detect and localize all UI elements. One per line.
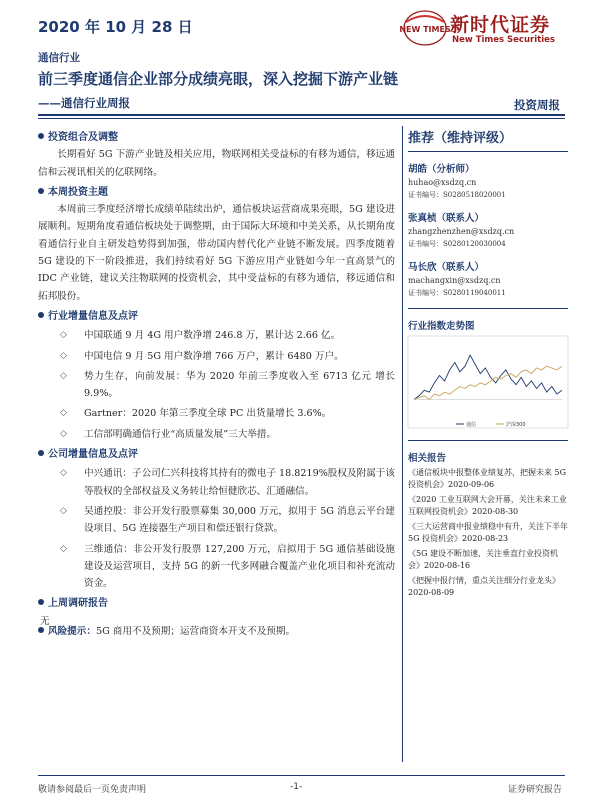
list-item: ◇ 中国联通 9 月 4G 用户数净增 246.8 万，累计达 2.66 亿。: [38, 327, 395, 344]
related-report-link[interactable]: 《通信板块中报整体业绩复苏，把握未来 5G 投资机会》2020-09-06: [408, 468, 567, 489]
related-report-link[interactable]: 《2020 工业互联网大会开幕，关注未来工业互联网投资机会》2020-08-30: [408, 495, 567, 516]
header-divider: [38, 114, 565, 116]
contact-email[interactable]: zhangzhenzhen@xsdzq.cn: [408, 227, 515, 236]
logo-mark-text: NEW TIMES: [399, 25, 451, 34]
section-heading-company-news: 公司增量信息及点评: [38, 446, 395, 463]
sidebar-divider: [408, 440, 568, 441]
logo-english-name: New Times Securities: [452, 35, 555, 45]
logo-emblem-icon: [399, 8, 451, 48]
contact-name: 马长欣（联系人）: [408, 262, 485, 273]
risk-label: 风险提示：: [48, 626, 96, 637]
diamond-bullet-icon: ◇: [60, 408, 67, 419]
bullet-dot-icon: [38, 599, 44, 605]
list-item: ◇ 势力生存，向前发展：华为 2020 年前三季度收入至 6713 亿元 增长 9.9%。: [38, 368, 395, 403]
header-divider-thin: [38, 118, 565, 119]
legend-label: 沪深300: [506, 422, 526, 428]
footer-divider: [38, 775, 565, 776]
analyst-name: 胡皓（分析师）: [408, 164, 475, 175]
main-content: [38, 126, 395, 630]
related-report-link[interactable]: 《5G 建设不断加速，关注垂直行业投资机会》2020-08-16: [408, 549, 559, 570]
column-divider: [402, 126, 403, 762]
section-heading-research: 上周调研报告: [38, 595, 395, 612]
diamond-bullet-icon: ◇: [60, 370, 67, 381]
related-report-link[interactable]: 《把握中报行情，重点关注细分行业龙头》2020-08-09: [408, 576, 560, 597]
contact-cert: 证书编号：S0280119040011: [408, 289, 506, 297]
sidebar: [408, 126, 568, 599]
section-heading-industry-news: 行业增量信息及点评: [38, 308, 395, 325]
page-number: -1-: [290, 782, 303, 792]
report-subtitle: ——通信行业周报: [38, 96, 130, 110]
rating: 推荐（维持评级）: [408, 131, 513, 146]
sidebar-divider: [408, 308, 568, 309]
index-trend-chart: [408, 336, 568, 428]
legend-label: 通信: [466, 422, 477, 428]
list-item: ◇ 吴通控股：非公开发行股票募集 30,000 万元，拟用于 5G 消息云平台建设项目、5G 连接器生产项目和偿还银行贷款。: [38, 503, 395, 538]
research-text: 无: [40, 615, 50, 627]
bullet-dot-icon: [38, 188, 44, 194]
list-item: ◇ Gartner：2020 年第三季度全球 PC 出货量增长 3.6%。: [38, 405, 395, 422]
contact-email[interactable]: machangxin@xsdzq.cn: [408, 276, 501, 285]
section-heading-theme: 本周投资主题: [38, 184, 395, 201]
bullet-dot-icon: [38, 450, 44, 456]
sidebar-divider: [408, 151, 568, 152]
company-logo: [399, 6, 592, 50]
risk-warning: [38, 623, 565, 637]
section-heading-portfolio: 投资组合及调整: [38, 129, 395, 146]
portfolio-text: 长期看好 5G 下游产业链及相关应用，物联网相关受益标的有移为通信，移远通信和云视讯相关的亿联网络。: [38, 149, 395, 178]
report-type: 投资周报: [514, 98, 560, 112]
logo-chinese-name: 新时代证券: [450, 14, 551, 36]
analyst-email[interactable]: huhao@xsdzq.cn: [408, 178, 477, 187]
related-report-link[interactable]: 《三大运营商中报业绩稳中有升，关注下半年 5G 投资机会》2020-08-23: [408, 522, 568, 543]
footer-report-label: 证券研究报告: [507, 785, 562, 795]
chart-title: 行业指数走势图: [408, 321, 475, 332]
contact-name: 张真桢（联系人）: [408, 213, 485, 224]
diamond-bullet-icon: ◇: [60, 428, 67, 439]
bullet-dot-icon: [38, 312, 44, 318]
report-title: 前三季度通信企业部分成绩亮眼，深入挖掘下游产业链: [38, 70, 399, 88]
industry-label: 通信行业: [38, 52, 80, 64]
risk-text: 5G 商用不及预期；运营商资本开支不及预期。: [95, 626, 296, 637]
related-reports-heading: 相关报告: [408, 453, 447, 464]
theme-text: 本周前三季度经济增长成绩单陆续出炉，通信板块运营商成果亮眼，5G 建设进展顺利。短期角度看通信板块处于调整期，由于国际大环境和中美关系，从长期角度看通信行业自主研发趋势得到加强，带动国内替代化产业链不断发展。四季度随着 5G 建设的下一阶段推进，我们持续看好 5G 下游应用产业链如今年一直高景气的 IDC 产业链，建议关注物联网的投资机会，其中受益标的有移为通信，移远通信和拓邦股份。: [38, 204, 395, 302]
list-item: ◇ 三维通信：非公开发行股票 127,200 万元，启拟用于 5G 通信基础设施建设及运营项目，支持 5G 的新一代多网融合覆盖产业化项目和补充流动资金。: [38, 541, 395, 593]
bullet-dot-icon: [38, 133, 44, 139]
bullet-dot-icon: [38, 627, 44, 633]
list-item: ◇ 工信部明确通信行业“高质量发展”三大举措。: [38, 426, 395, 443]
diamond-bullet-icon: ◇: [60, 468, 67, 479]
list-item: ◇ 中兴通讯：子公司仁兴科技将其持有的微电子 18.8219%股权及附属于该等股权的全部权益及义务转让给恒健欣芯、汇通融信。: [38, 465, 395, 500]
diamond-bullet-icon: ◇: [60, 543, 67, 554]
contact-cert: 证书编号：S0280120030004: [408, 240, 506, 248]
diamond-bullet-icon: ◇: [60, 350, 67, 361]
diamond-bullet-icon: ◇: [60, 505, 67, 516]
list-item: ◇ 中国电信 9 月 5G 用户数净增 766 万户，累计 6480 万户。: [38, 348, 395, 365]
diamond-bullet-icon: ◇: [60, 330, 67, 341]
analyst-cert: 证书编号：S0280518020001: [408, 191, 506, 199]
report-date: 2020 年 10 月 28 日: [38, 18, 193, 36]
footer-disclaimer: 敬请参阅最后一页免责声明: [38, 785, 147, 795]
